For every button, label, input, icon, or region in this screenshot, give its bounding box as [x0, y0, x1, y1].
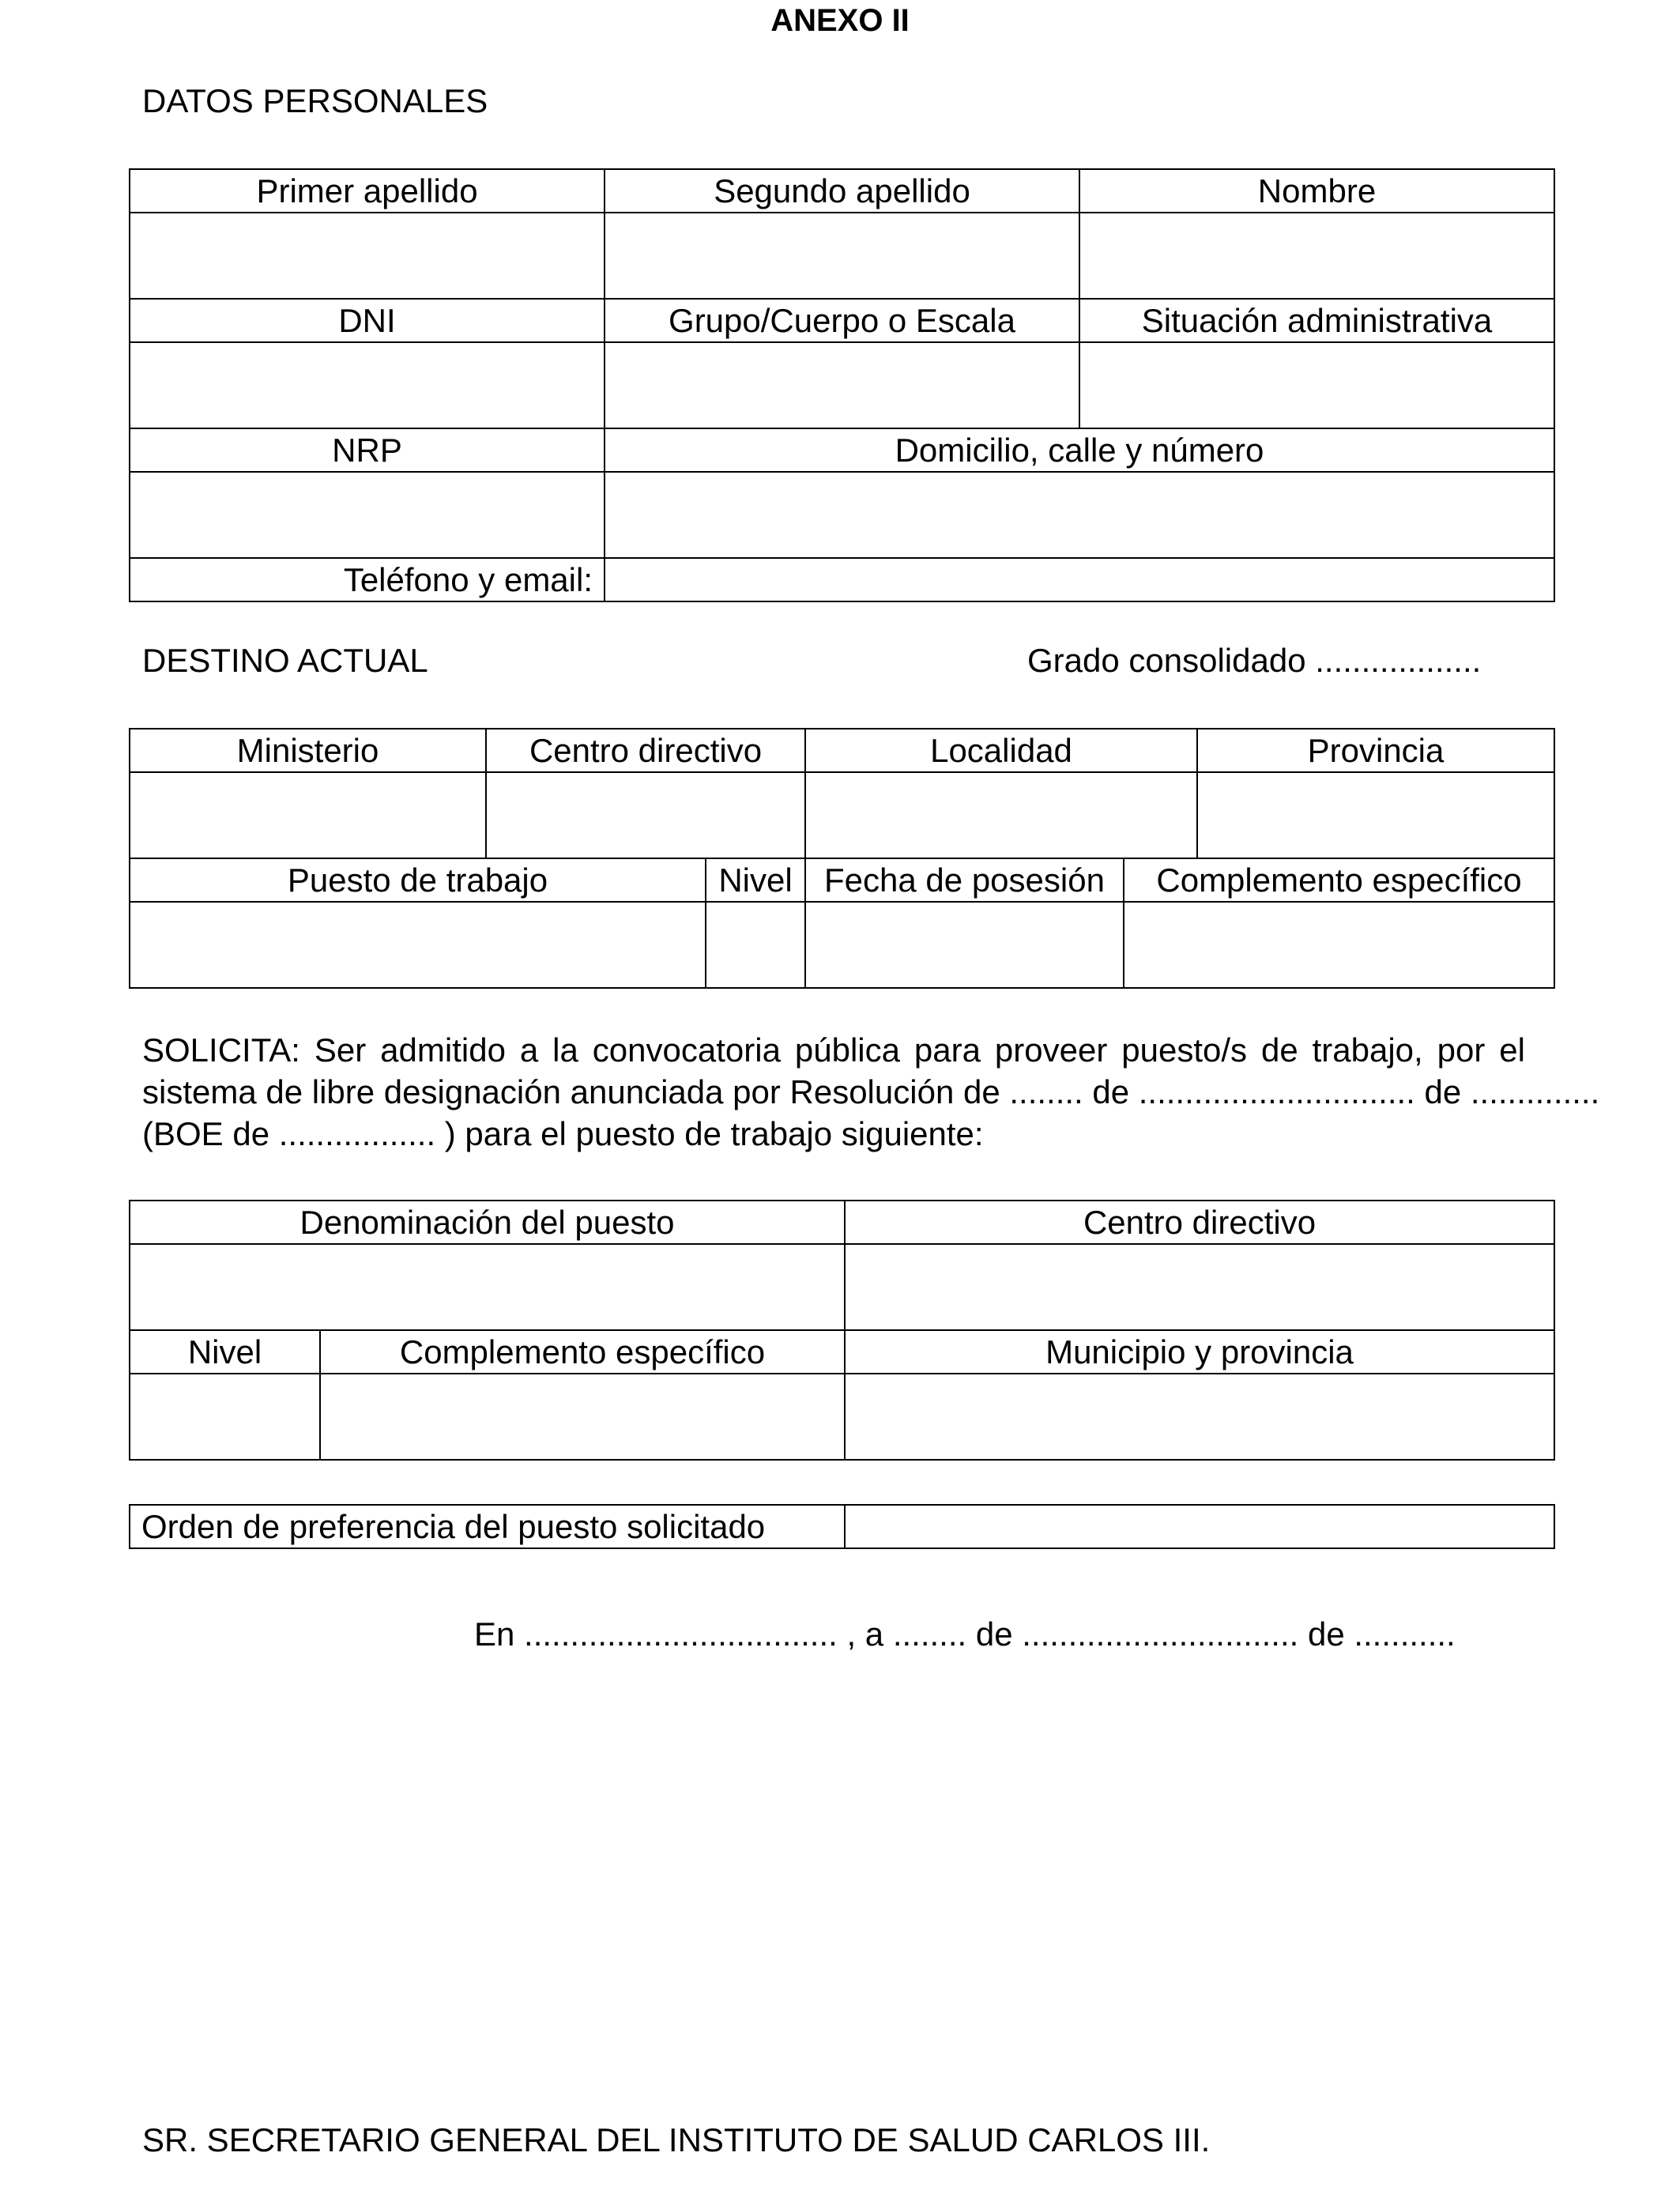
header-nivel: Nivel: [705, 858, 806, 903]
field-municipio-y-provincia[interactable]: [844, 1373, 1555, 1461]
field-nivel[interactable]: [705, 901, 806, 989]
field-localidad[interactable]: [804, 771, 1198, 859]
solicita-paragraph: [142, 1029, 1600, 1155]
label-orden-de-preferencia: Orden de preferencia del puesto solicitado: [129, 1504, 846, 1549]
solicita-line-3: (BOE de ................. ) para el puesto de trabajo siguiente:: [142, 1115, 984, 1152]
field-dni[interactable]: [129, 341, 605, 429]
header-puesto-de-trabajo: Puesto de trabajo: [129, 858, 706, 903]
field-orden-de-preferencia[interactable]: [844, 1504, 1555, 1549]
header-ministerio: Ministerio: [129, 728, 487, 773]
section-heading-destino-actual: DESTINO ACTUAL: [142, 642, 428, 679]
field-denominacion-del-puesto[interactable]: [129, 1243, 846, 1331]
header-complemento-especifico-solicitado: Complemento específico: [319, 1329, 846, 1374]
header-primer-apellido: Primer apellido: [129, 168, 605, 213]
field-ministerio[interactable]: [129, 771, 487, 859]
header-complemento-especifico: Complemento específico: [1123, 858, 1555, 903]
field-puesto-de-trabajo[interactable]: [129, 901, 706, 989]
header-nombre: Nombre: [1079, 168, 1555, 213]
fecha-y-lugar-line: En .................................. , a ........ de .............................. de ...........: [474, 1615, 1456, 1653]
field-telefono-email[interactable]: [604, 557, 1555, 602]
field-situacion-administrativa[interactable]: [1079, 341, 1555, 429]
field-fecha-de-posesion[interactable]: [804, 901, 1124, 989]
field-nrp[interactable]: [129, 471, 605, 559]
grado-consolidado: Grado consolidado ..................: [1027, 642, 1482, 679]
header-centro-directivo: Centro directivo: [485, 728, 806, 773]
field-nombre[interactable]: [1079, 212, 1555, 300]
field-complemento-especifico[interactable]: [1123, 901, 1555, 989]
solicita-line-1: SOLICITA: Ser admitido a la convocatoria pública para proveer puesto/s de trabajo, por el: [142, 1031, 1525, 1069]
field-segundo-apellido[interactable]: [604, 212, 1080, 300]
label-telefono-email: Teléfono y email:: [129, 557, 605, 602]
destinatario: SR. SECRETARIO GENERAL DEL INSTITUTO DE SALUD CARLOS III.: [142, 2121, 1211, 2158]
field-primer-apellido[interactable]: [129, 212, 605, 300]
header-localidad: Localidad: [804, 728, 1198, 773]
header-dni: DNI: [129, 298, 605, 343]
field-centro-directivo[interactable]: [485, 771, 806, 859]
header-domicilio: Domicilio, calle y número: [604, 428, 1555, 473]
field-complemento-especifico-solicitado[interactable]: [319, 1373, 846, 1461]
header-nrp: NRP: [129, 428, 605, 473]
header-fecha-de-posesion: Fecha de posesión: [804, 858, 1124, 903]
header-denominacion-del-puesto: Denominación del puesto: [129, 1200, 846, 1245]
header-segundo-apellido: Segundo apellido: [604, 168, 1080, 213]
page-title: ANEXO II: [770, 3, 910, 38]
header-situacion-administrativa: Situación administrativa: [1079, 298, 1555, 343]
header-grupo-cuerpo-escala: Grupo/Cuerpo o Escala: [604, 298, 1080, 343]
header-provincia: Provincia: [1196, 728, 1555, 773]
field-grupo-cuerpo-escala[interactable]: [604, 341, 1080, 429]
header-nivel-solicitado: Nivel: [129, 1329, 321, 1374]
field-domicilio[interactable]: [604, 471, 1555, 559]
solicita-line-2: sistema de libre designación anunciada por Resolución de ........ de .............................. de ..............: [142, 1073, 1600, 1110]
field-provincia[interactable]: [1196, 771, 1555, 859]
header-centro-directivo-solicitado: Centro directivo: [844, 1200, 1555, 1245]
field-nivel-solicitado[interactable]: [129, 1373, 321, 1461]
section-heading-datos-personales: DATOS PERSONALES: [142, 82, 488, 119]
field-centro-directivo-solicitado[interactable]: [844, 1243, 1555, 1331]
header-municipio-y-provincia: Municipio y provincia: [844, 1329, 1555, 1374]
